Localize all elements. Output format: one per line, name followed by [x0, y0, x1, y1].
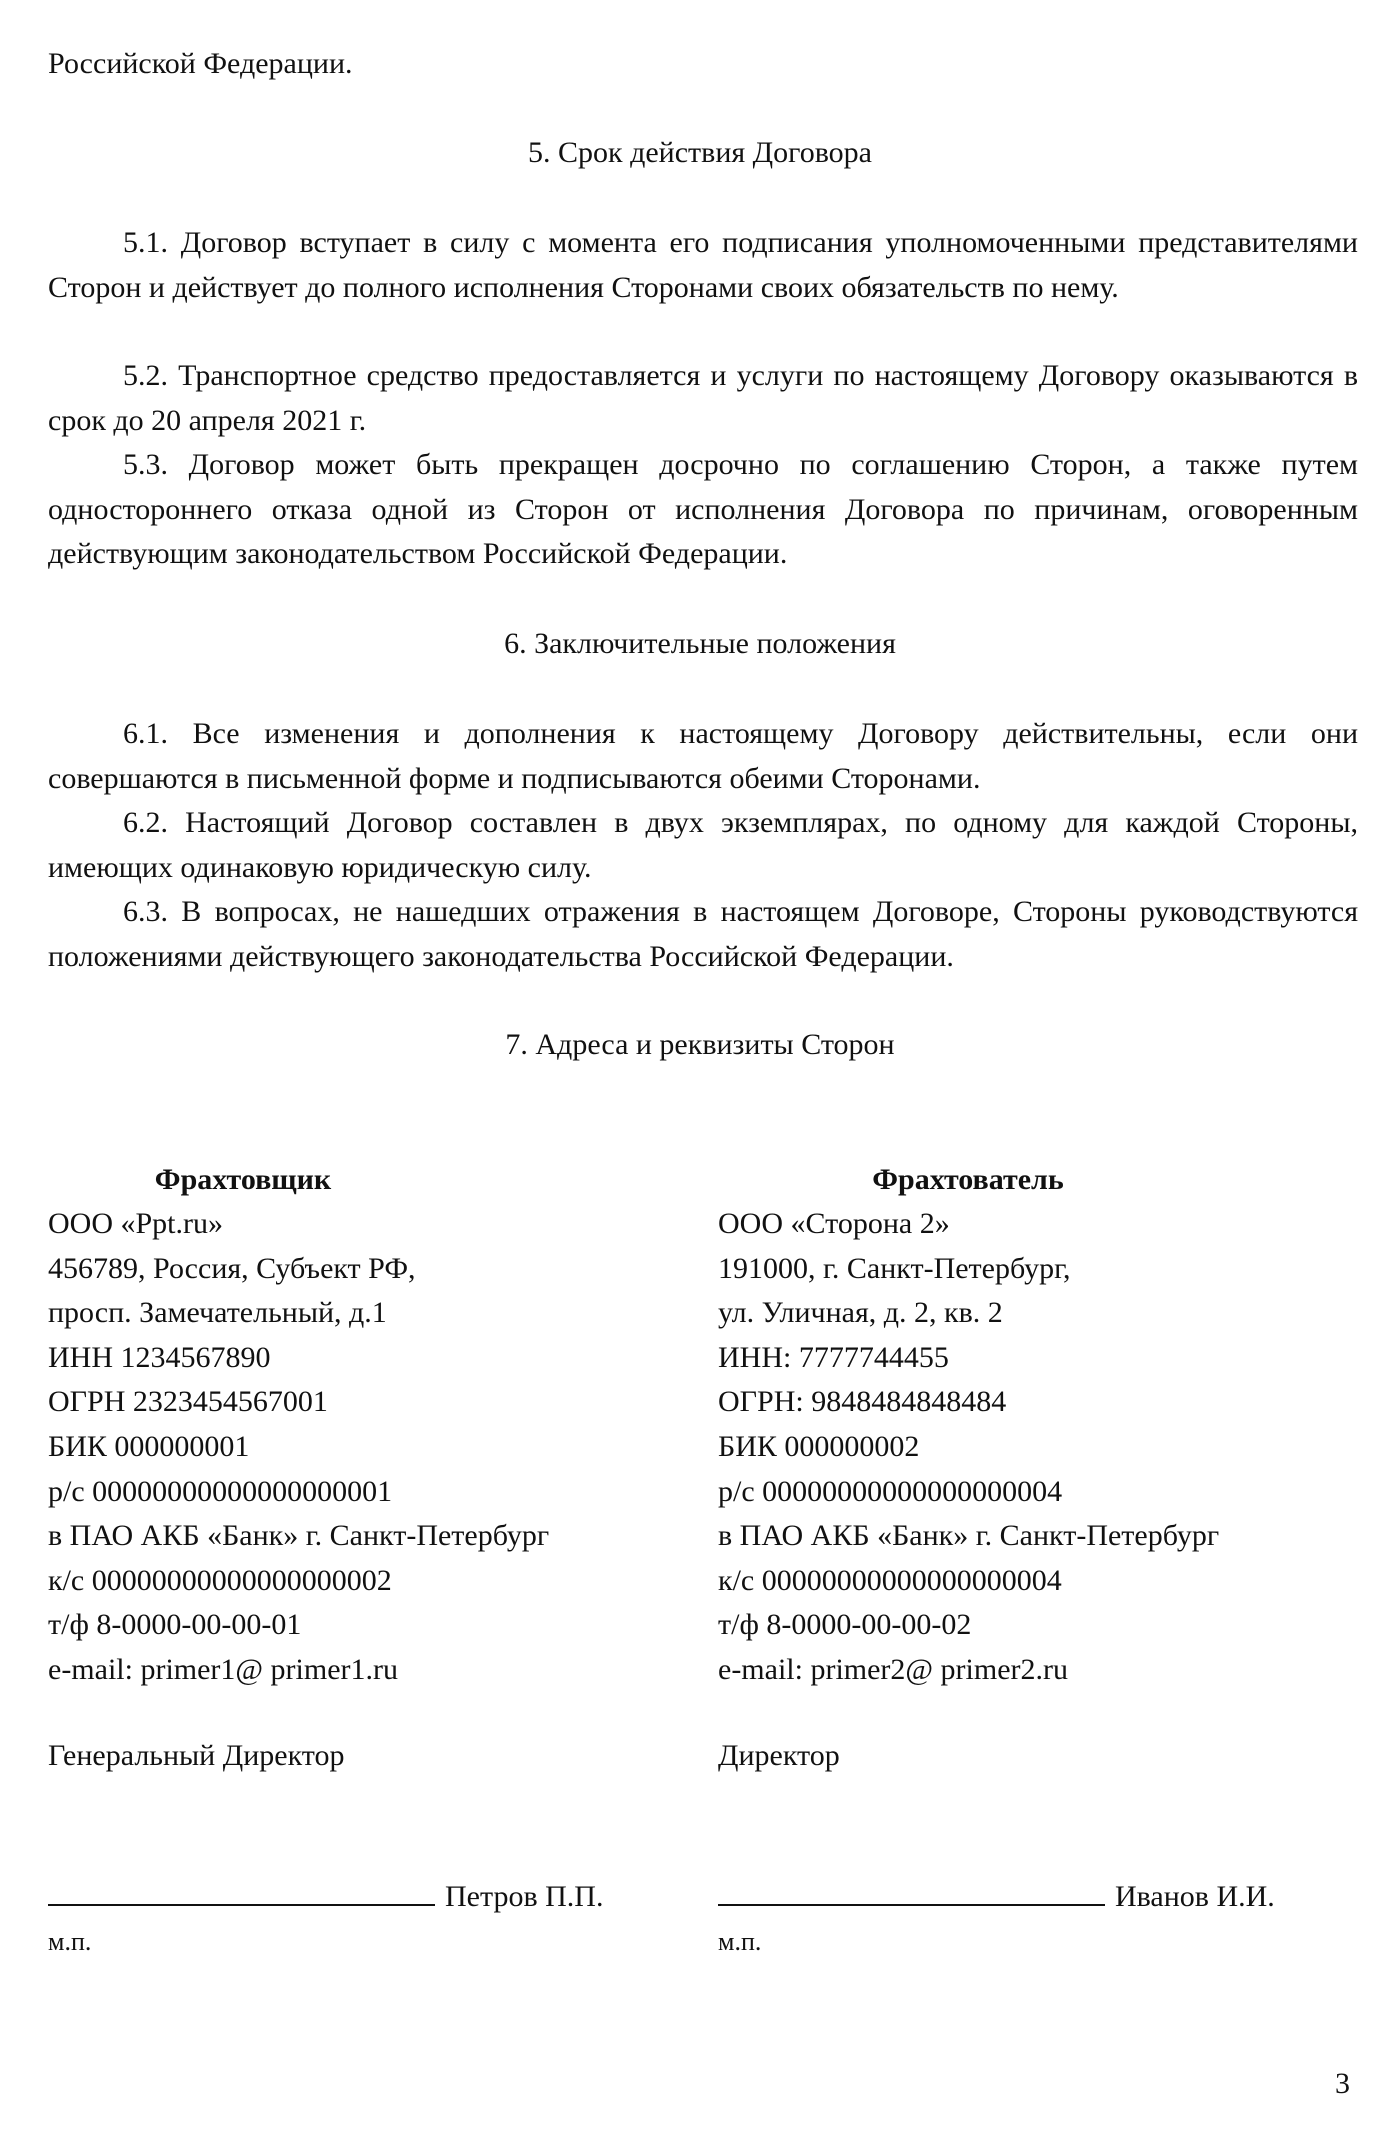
carrier-signature: [48, 1874, 603, 1919]
charterer-signature: [718, 1874, 1275, 1919]
party-phone: т/ф 8-0000-00-00-01: [48, 1608, 302, 1642]
clause-5-1: 5.1. Договор вступает в силу с момента его подписания уполномоченными представителями Сторон и действует до полного исполнения Сторонами своих обязательств по нему.: [48, 226, 1358, 304]
signatory-name: Иванов И.И.: [1115, 1880, 1275, 1913]
clause-5-3: 5.3. Договор может быть прекращен досрочно по соглашению Сторон, а также путем одностороннего отказа одной из Сторон от исполнения Договора по причинам, оговоренным действующим законодательством Российской Федерации.: [48, 448, 1358, 570]
party-inn: ИНН: 7777744455: [718, 1340, 949, 1374]
party-company-name: ООО «Сторона 2»: [718, 1207, 950, 1240]
charterer-position: Директор: [718, 1739, 840, 1772]
section-6-heading: 6. Заключительные положения: [504, 627, 896, 660]
signature-line: [718, 1874, 1105, 1906]
party-company-name: ООО «Ppt.ru»: [48, 1207, 224, 1240]
party-role: Фрахтовщик: [154, 1163, 332, 1196]
party-settlement-account: р/с 00000000000000000001: [48, 1474, 393, 1508]
party-email: e-mail: primer2@ primer2.ru: [718, 1652, 1069, 1686]
party-bik: БИК 000000002: [718, 1429, 920, 1463]
party-phone: т/ф 8-0000-00-00-02: [718, 1608, 972, 1642]
party-settlement-account: р/с 00000000000000000004: [718, 1474, 1063, 1508]
clause-6-1: 6.1. Все изменения и дополнения к настоящему Договору действительны, если они совершаются в письменной форме и подписываются обеими Сторонами.: [48, 717, 1358, 795]
clause-6-3: 6.3. В вопросах, не нашедших отражения в настоящем Договоре, Стороны руководствуются положениями действующего законодательства Российской Федерации.: [48, 895, 1358, 973]
party-ogrn: ОГРН: 9848484848484: [718, 1385, 1007, 1419]
signature-line: [48, 1874, 435, 1906]
section-5-heading: 5. Срок действия Договора: [528, 136, 872, 169]
party-correspondent-account: к/с 00000000000000000002: [48, 1563, 392, 1597]
party-address-line-2: ул. Уличная, д. 2, кв. 2: [718, 1296, 1003, 1330]
party-address-line-1: 191000, г. Санкт-Петербург,: [718, 1251, 1071, 1285]
party-bank: в ПАО АКБ «Банк» г. Санкт-Петербург: [718, 1519, 1220, 1553]
page-number: 3: [1335, 2067, 1350, 2100]
clause-5-2: 5.2. Транспортное средство предоставляется и услуги по настоящему Договору оказываются в срок до 20 апреля 2021 г.: [48, 359, 1358, 437]
carrier-position: Генеральный Директор: [48, 1739, 345, 1772]
carryover-text: Российской Федерации.: [48, 47, 353, 80]
clause-6-2: 6.2. Настоящий Договор составлен в двух экземплярах, по одному для каждой Стороны, имеющих одинаковую юридическую силу.: [48, 806, 1358, 884]
party-bank: в ПАО АКБ «Банк» г. Санкт-Петербург: [48, 1519, 550, 1553]
party-inn: ИНН 1234567890: [48, 1340, 271, 1374]
party-carrier: [48, 1158, 688, 1693]
signatory-name: Петров П.П.: [445, 1880, 604, 1913]
party-address-line-1: 456789, Россия, Субъект РФ,: [48, 1251, 416, 1285]
charterer-stamp-placeholder: м.п.: [718, 1927, 762, 1956]
section-7-heading: 7. Адреса и реквизиты Сторон: [505, 1028, 895, 1061]
party-correspondent-account: к/с 00000000000000000004: [718, 1563, 1062, 1597]
party-ogrn: ОГРН 2323454567001: [48, 1385, 328, 1419]
party-role: Фрахтователь: [872, 1163, 1064, 1196]
party-charterer: [718, 1158, 1358, 1693]
carrier-stamp-placeholder: м.п.: [48, 1927, 92, 1956]
party-email: e-mail: primer1@ primer1.ru: [48, 1652, 399, 1686]
party-address-line-2: просп. Замечательный, д.1: [48, 1296, 387, 1330]
party-bik: БИК 000000001: [48, 1429, 250, 1463]
